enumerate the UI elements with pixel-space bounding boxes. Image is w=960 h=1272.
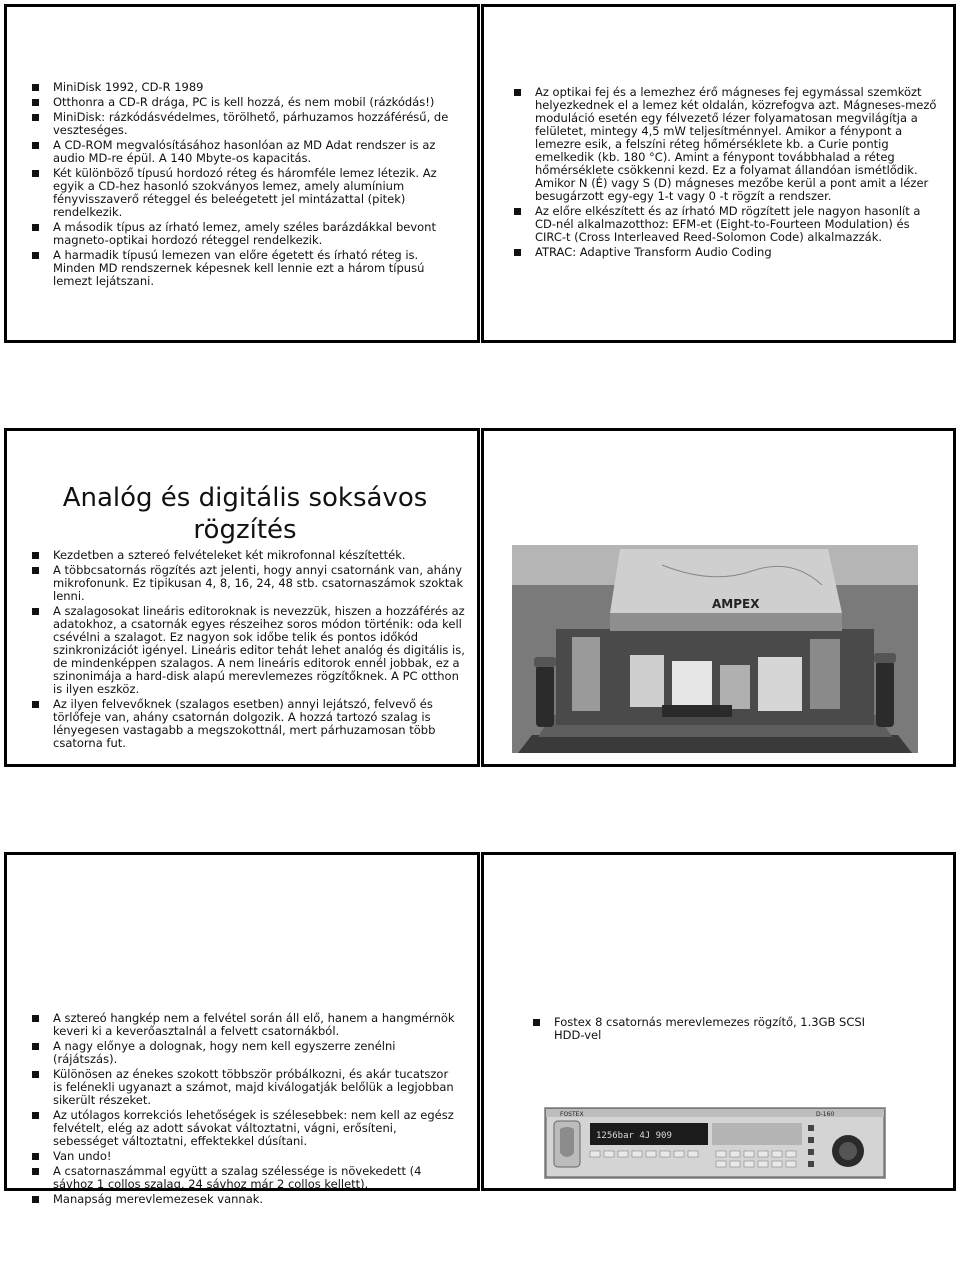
bullet-list	[530, 1016, 890, 1044]
list-item: A CD-ROM megvalósításához hasonlóan az MD Adat rendszer is az audio MD-re épül. A 140 Mbyte-os kapacitás.	[29, 139, 459, 165]
slide-2-left	[4, 428, 480, 767]
fostex-logo: FOSTEX	[560, 1111, 584, 1118]
bullet-list	[29, 1012, 459, 1208]
slide-title	[27, 482, 463, 546]
model-label: D-160	[816, 1111, 835, 1118]
fostex-recorder-photo	[544, 1107, 886, 1179]
list-item: Az utólagos korrekciós lehetőségek is szélesebbek: nem kell az egész felvételt, elég az adott sávokat változtatni, vágni, erősíteni, sebességet változtatni, effektekkel dúsítani.	[29, 1109, 459, 1148]
list-item: A csatornaszámmal együtt a szalag szélessége is növekedett (4 sávhoz 1 collos szalag, 24 sávhoz már 2 collos kellett).	[29, 1165, 459, 1191]
list-item: Két különböző típusú hordozó réteg és háromféle lemez létezik. Az egyik a CD-hez hasonló szokványos lemez, amely alumínium fényvisszaverő réteggel és beleégetett jel mintázattal (pitek) rendelkezik.	[29, 167, 459, 219]
slide-1-right	[481, 4, 956, 343]
list-item: Az optikai fej és a lemezhez érő mágneses fej egymással szemközt helyezkednek el a lemez két oldalán, közrefogva azt. Mágneses-mező moduláció esetén egy félvezető lézer folyamatosan megvilágítja a felületet, mintegy 4,5 mW teljesítménnyel. Amikor a fénypont a lemezre esik, a felszíni réteg hőmérséklete kb. a Curie pontig emelkedik (kb. 180 °C). Amint a fénypont továbbhalad a réteg hőmérséklete csökkenni kezd. Ez a folyamat állandóan ismétlődik. Amikor N (É) vagy S (D) mágneses mezőbe kerül a pont amit a lézer besugárzott egy-egy 1-t vagy 0 -t rögzít a rendszer.	[511, 86, 939, 203]
list-item: Fostex 8 csatornás merevlemezes rögzítő, 1.3GB SCSI HDD-vel	[530, 1016, 890, 1042]
list-item: A szalagosokat lineáris editoroknak is nevezzük, hiszen a hozzáférés az adatokhoz, a csatornák egyes részeihez soros módon történik: oda kell csévélni a szalagot. Ez nagyon sok időbe telik és pontos időkód szinkronizációt igényel. Lineáris editor tehát lehet analóg és digitális is, de mindenképpen szalagos. A nem lineáris editorok ennél jobbak, ez a szinonimája a hard-disk alapú merevlemezes rögzítőknek. A PC otthon is ilyen eszköz.	[29, 605, 465, 696]
list-item: A sztereó hangkép nem a felvétel során áll elő, hanem a hangmérnök keveri ki a keverőasztalnál a felvett csatornákból.	[29, 1012, 459, 1038]
slide-title-line-2: rögzítés	[193, 515, 297, 545]
multitrack-tape-machine-photo	[512, 545, 918, 753]
list-item: MiniDisk 1992, CD-R 1989	[29, 81, 459, 94]
list-item: Kezdetben a sztereó felvételeket két mikrofonnal készítették.	[29, 549, 465, 562]
list-item: MiniDisk: rázkódásvédelmes, törölhető, párhuzamos hozzáférésű, de veszteséges.	[29, 111, 459, 137]
list-item: Van undo!	[29, 1150, 459, 1163]
bullet-list	[511, 86, 939, 261]
list-item: A harmadik típusú lemezen van előre égetett és írható réteg is. Minden MD rendszernek képesnek kell lennie ezt a három típusú lemezt lejátszani.	[29, 249, 459, 288]
slide-1-left	[4, 4, 480, 343]
slide-3-right	[481, 852, 956, 1191]
list-item: A többcsatornás rögzítés azt jelenti, hogy annyi csatornánk van, ahány mikrofonunk. Ez tipikusan 4, 8, 16, 24, 48 stb. csatornaszámok szoktak lenni.	[29, 564, 465, 603]
display-readout: 1256bar 4J 909	[596, 1131, 672, 1141]
list-item: Az ilyen felvevőknek (szalagos esetben) annyi lejátszó, felvevő és törlőfeje van, ahány csatornán dolgozik. A hozzá tartozó szalag is lényegesen vastagabb a megszokottnál, mert párhuzamosan több csatorna fut.	[29, 698, 465, 750]
list-item: Otthonra a CD-R drága, PC is kell hozzá, és nem mobil (rázkódás!)	[29, 96, 459, 109]
bullet-list	[29, 549, 465, 752]
list-item: A második típus az írható lemez, amely széles barázdákkal bevont magneto-optikai hordozó réteggel rendelkezik.	[29, 221, 459, 247]
slide-3-left	[4, 852, 480, 1206]
ampex-logo: AMPEX	[712, 597, 760, 611]
slide-title-line-1: Analóg és digitális soksávos	[62, 483, 428, 513]
list-item: Különösen az énekes szokott többször próbálkozni, és akár tucatszor is felénekli ugyanazt a számot, majd kiválogatják belőlük a legjobban sikerült részeket.	[29, 1068, 459, 1107]
list-item: Manapság merevlemezesek vannak.	[29, 1193, 459, 1206]
bullet-list	[29, 81, 459, 290]
list-item: ATRAC: Adaptive Transform Audio Coding	[511, 246, 939, 259]
list-item: A nagy előnye a dolognak, hogy nem kell egyszerre zenélni (rájátszás).	[29, 1040, 459, 1066]
list-item: Az előre elkészített és az írható MD rögzített jele nagyon hasonlít a CD-nél alkalmazotthoz: EFM-et (Eight-to-Fourteen Modulation) és CIRC-t (Cross Interleaved Reed-Solomon Code) alkalmazzák.	[511, 205, 939, 244]
slide-2-right	[481, 428, 956, 767]
